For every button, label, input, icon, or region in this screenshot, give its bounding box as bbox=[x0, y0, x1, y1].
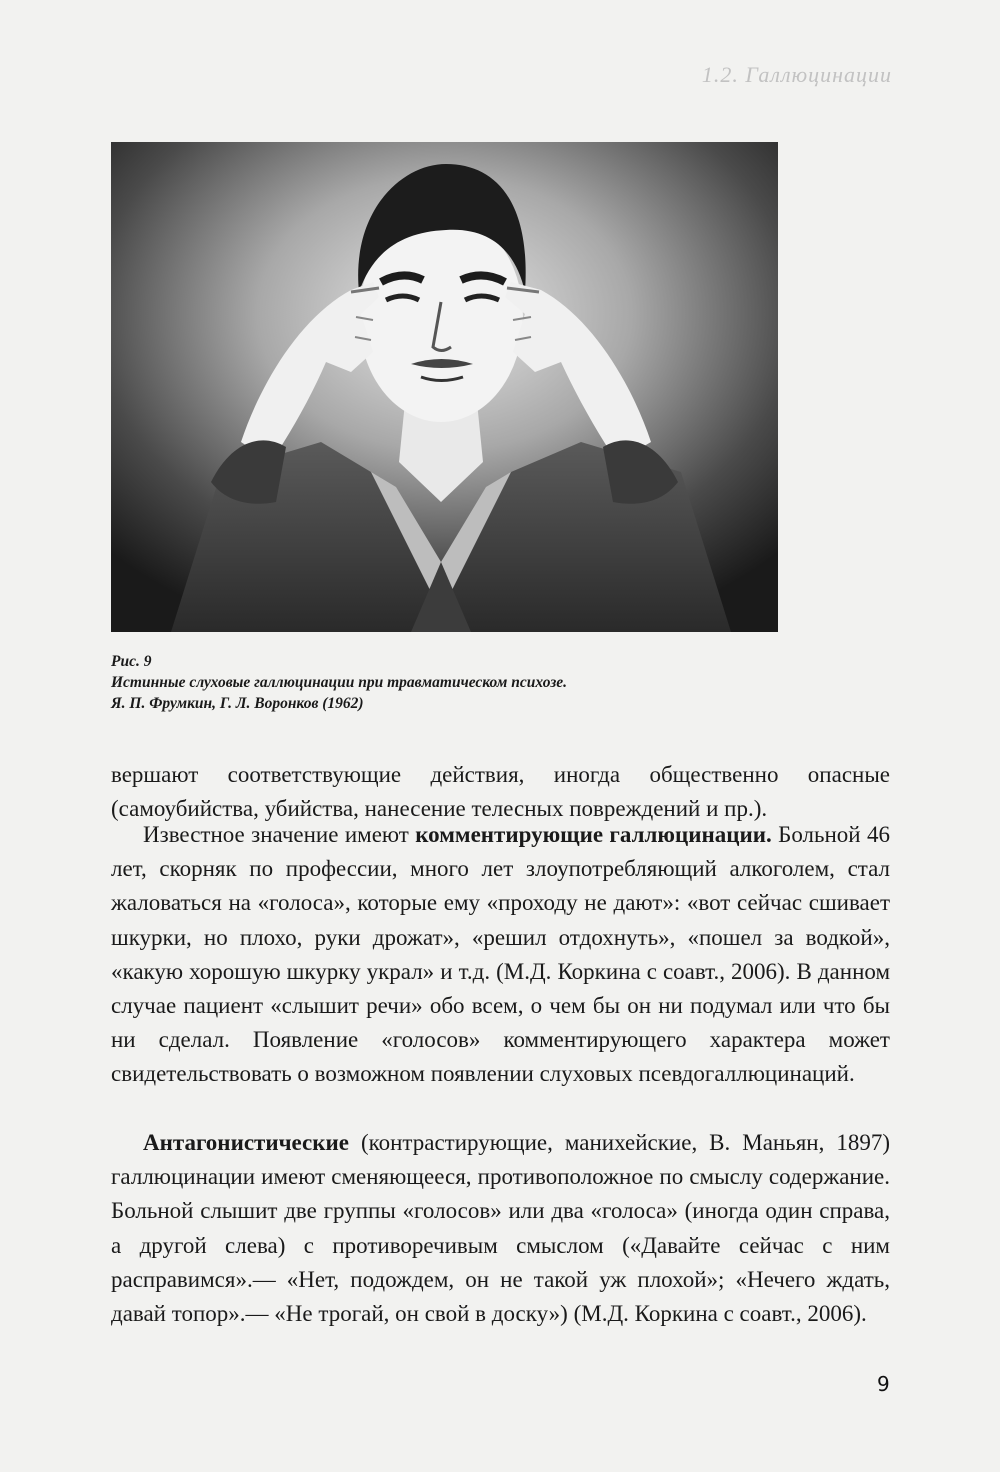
figure-title: Истинные слуховые галлюцинации при травматическом психозе. bbox=[111, 674, 568, 691]
paragraph-2-body: Больной 46 лет, скорняк по профессии, много лет злоупотребляющий алкоголем, стал жаловаться на «голоса», которые ему «проходу не дают»: «вот сейчас сшивает шкурки, но плохо, руки дрожат», «решил отдохнуть», «пошел за водкой», «какую хорошую шкурку украл» и т.д. (М.Д. Коркина с соавт., 2006). В данном случае пациент «слышит речи» обо всем, о чем бы он ни подумал или что бы ни сделал. Появление «голосов» комментирующего характера может свидетельствовать о возможном появлении слуховых псевдогаллюцинаций. bbox=[111, 822, 890, 1087]
page-number: 9 bbox=[877, 1372, 890, 1396]
paragraph-1: вершают соответствующие действия, иногда общественно опасные (самоубийства, убийства, нанесение телесных повреждений и пр.). bbox=[111, 762, 890, 822]
paragraph-antagonistic-hallucinations bbox=[111, 1126, 890, 1331]
paragraph-3-body: (контрастирующие, манихейские, В. Маньян, 1897) галлюцинации имеют сменяющееся, противоположное по смыслу содержание. Больной слышит две группы «голосов» или два «голоса» (иногда один справа, а другой слева) с противоречивым смыслом («Давайте сейчас с ним расправимся».— «Нет, подождем, он не такой уж плохой»; «Нечего ждать, давай топор».— «Не трогай, он свой в доску») (М.Д. Коркина с соавт., 2006). bbox=[111, 1130, 890, 1327]
running-head: 1.2. Галлюцинации bbox=[701, 62, 892, 87]
figure-source: Я. П. Фрумкин, Г. Л. Воронков (1962) bbox=[111, 695, 364, 712]
man-covering-ears-illustration bbox=[111, 142, 778, 632]
figure-photo bbox=[111, 142, 778, 632]
term-antagonistic: Антагонистические bbox=[143, 1130, 349, 1155]
figure-caption bbox=[111, 651, 567, 714]
term-commenting-hallucinations: комментирующие галлюцинации. bbox=[415, 822, 772, 847]
paragraph-commenting-hallucinations bbox=[111, 818, 890, 1092]
paragraph-2-lead: Известное значение имеют bbox=[143, 822, 416, 847]
figure-label: Рис. 9 bbox=[111, 653, 152, 670]
paragraph-continued bbox=[111, 758, 890, 826]
